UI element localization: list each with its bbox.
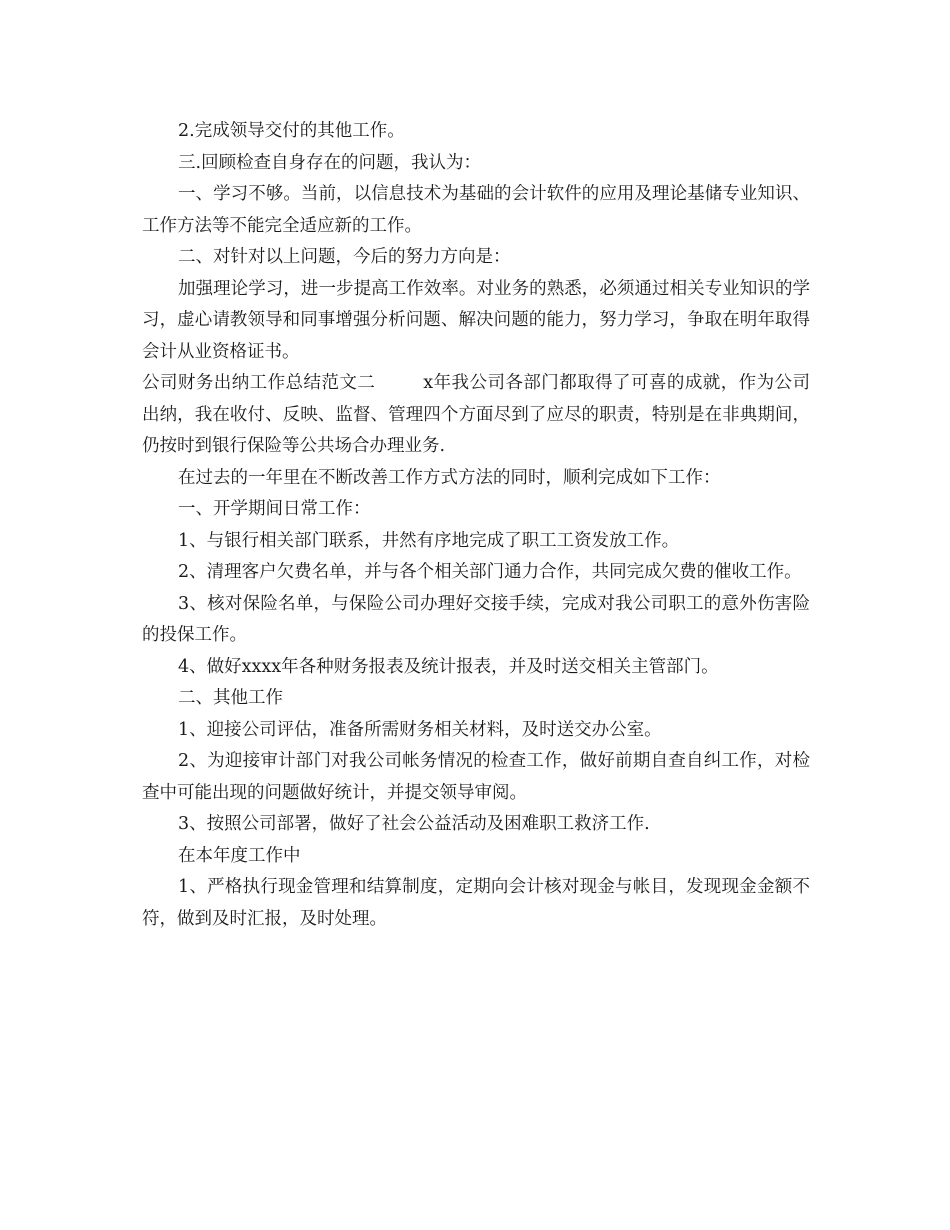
document-body [142,116,810,935]
paragraph: 1、迎接公司评估，准备所需财务相关材料，及时送交办公室。 [178,719,662,740]
paragraph: 三.回顾检查自身存在的问题，我认为： [178,152,482,173]
paragraph: 一、学习不够。当前，以信息技术为基础的会计软件的应用及理论基储专业知识、工作方法等不能完全适应新的工作。 [142,184,810,236]
paragraph: 在过去的一年里在不断改善工作方式方法的同时，顺利完成如下工作： [178,467,721,488]
paragraph: 2、为迎接审计部门对我公司帐务情况的检查工作，做好前期自查自纠工作，对检查中可能出现的问题做好统计，并提交领导审阅。 [142,751,810,803]
paragraph: 加强理论学习，进一步提高工作效率。对业务的熟悉，必须通过相关专业知识的学习，虚心请教领导和同事增强分析问题、解决问题的能力，努力学习，争取在明年取得会计从业资格证书。 [142,278,810,362]
paragraph: 2、清理客户欠费名单，并与各个相关部门通力合作，共同完成欠费的催收工作。 [178,562,802,582]
section-paragraph [142,368,810,463]
paragraph: 1、与银行相关部门联系，井然有序地完成了职工工资发放工作。 [178,530,680,551]
paragraph: 4、做好xxxx年各种财务报表及统计报表，并及时送交相关主管部门。 [178,656,719,677]
paragraph: 1、严格执行现金管理和结算制度，定期向会计核对现金与帐目，发现现金金额不符，做到及时汇报，及时处理。 [142,877,810,929]
paragraph: 一、开学期间日常工作： [178,499,371,519]
section-intro: x年我公司各部门都取得了可喜的成就，作为公司出纳，我在收付、反映、监督、管理四个方面尽到了应尽的职责，特别是在非典期间，仍按时到银行保险等公共场合办理业务. [142,373,811,456]
paragraph: 2.完成领导交付的其他工作。 [178,121,405,141]
paragraph: 3、核对保险名单，与保险公司办理好交接手续，完成对我公司职工的意外伤害险的投保工作。 [142,593,810,645]
paragraph: 在本年度工作中 [178,845,301,866]
paragraph: 二、对针对以上问题，今后的努力方向是： [178,247,511,267]
paragraph: 3、按照公司部署，做好了社会公益活动及困难职工救济工作. [178,814,650,834]
section-title: 公司财务出纳工作总结范文二 [142,373,376,393]
paragraph: 二、其他工作 [178,688,283,708]
